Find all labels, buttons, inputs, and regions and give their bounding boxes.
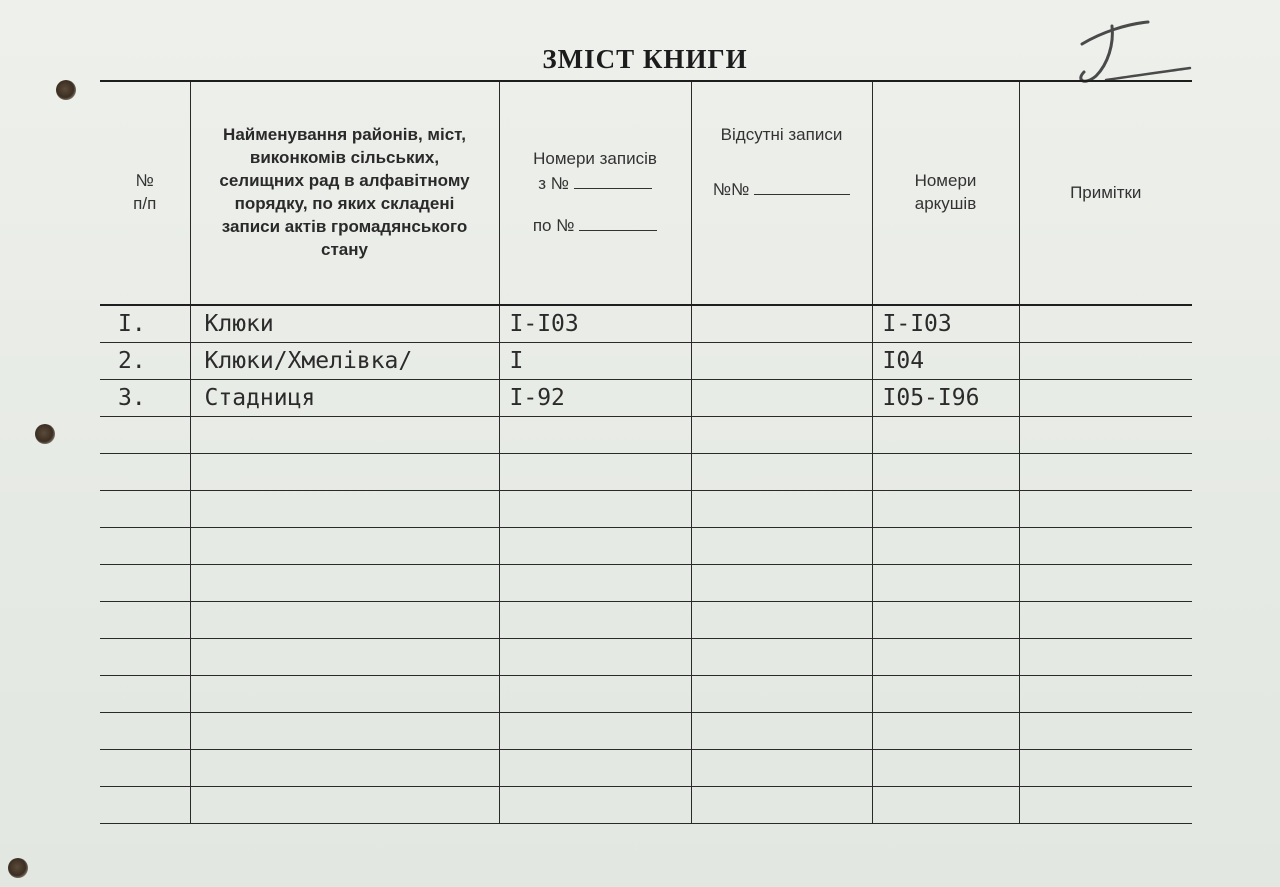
cell-num [100,528,190,565]
cell-missing [691,343,872,380]
cell-records [499,713,691,750]
cell-notes [1019,491,1192,528]
cell-notes [1019,417,1192,454]
cell-num [100,602,190,639]
cell-missing [691,787,872,824]
cell-notes [1019,602,1192,639]
cell-name: Клюки [190,305,499,343]
cell-notes [1019,454,1192,491]
header-names: Найменування районів, міст, виконкомів сільських, селищних рад в алфавітному порядку, по яких складені записи актів громадянського стану [190,81,499,305]
cell-name [190,417,499,454]
cell-records: I [499,343,691,380]
binding-hole [56,80,76,100]
cell-name [190,639,499,676]
table-row [100,639,1192,676]
cell-records [499,750,691,787]
cell-missing [691,380,872,417]
cell-sheets [872,639,1019,676]
header-row [100,81,1192,305]
cell-sheets [872,602,1019,639]
cell-name [190,565,499,602]
cell-sheets [872,750,1019,787]
contents-table [100,80,1192,824]
table-row [100,305,1192,343]
cell-num [100,639,190,676]
cell-missing [691,676,872,713]
cell-notes [1019,713,1192,750]
cell-records [499,787,691,824]
cell-sheets [872,491,1019,528]
cell-name [190,491,499,528]
cell-sheets: I05-I96 [872,380,1019,417]
cell-num [100,565,190,602]
cell-missing [691,639,872,676]
cell-missing [691,305,872,343]
cell-num [100,454,190,491]
cell-num [100,491,190,528]
table-row [100,380,1192,417]
cell-notes [1019,380,1192,417]
cell-num [100,787,190,824]
cell-notes [1019,528,1192,565]
cell-missing [691,491,872,528]
binding-hole [35,424,55,444]
cell-records [499,602,691,639]
cell-sheets [872,528,1019,565]
table-row [100,417,1192,454]
cell-records: I-92 [499,380,691,417]
table-row [100,343,1192,380]
cell-name [190,528,499,565]
cell-num [100,750,190,787]
binding-hole [8,858,28,878]
table-row [100,750,1192,787]
cell-missing [691,750,872,787]
cell-num [100,676,190,713]
table-row [100,602,1192,639]
cell-records [499,528,691,565]
cell-notes [1019,787,1192,824]
cell-sheets: I04 [872,343,1019,380]
cell-missing [691,417,872,454]
cell-sheets: I-I03 [872,305,1019,343]
cell-records [499,491,691,528]
cell-name [190,454,499,491]
cell-num [100,713,190,750]
cell-notes [1019,305,1192,343]
cell-name [190,713,499,750]
cell-num: 2. [100,343,190,380]
header-missing: Відсутні записи №№ [691,81,872,305]
table-row [100,713,1192,750]
cell-records [499,565,691,602]
cell-missing [691,528,872,565]
cell-missing [691,454,872,491]
header-num: № п/п [100,81,190,305]
cell-name: Стадниця [190,380,499,417]
cell-records [499,454,691,491]
cell-sheets [872,787,1019,824]
table-row [100,454,1192,491]
cell-notes [1019,676,1192,713]
cell-sheets [872,454,1019,491]
cell-records: I-I03 [499,305,691,343]
cell-missing [691,713,872,750]
cell-num: I. [100,305,190,343]
table-row [100,565,1192,602]
cell-records [499,639,691,676]
cell-sheets [872,676,1019,713]
cell-records [499,417,691,454]
cell-name: Клюки/Хмелівка/ [190,343,499,380]
table-row [100,528,1192,565]
header-sheets: Номери аркушів [872,81,1019,305]
table-row [100,787,1192,824]
cell-name [190,676,499,713]
header-notes: Примітки [1019,81,1192,305]
cell-name [190,602,499,639]
cell-records [499,676,691,713]
cell-sheets [872,417,1019,454]
table-row [100,676,1192,713]
cell-num: 3. [100,380,190,417]
cell-name [190,750,499,787]
cell-notes [1019,750,1192,787]
header-records: Номери записів з № по № [499,81,691,305]
cell-name [190,787,499,824]
cell-num [100,417,190,454]
cell-notes [1019,639,1192,676]
cell-sheets [872,713,1019,750]
cell-missing [691,565,872,602]
cell-notes [1019,565,1192,602]
cell-sheets [872,565,1019,602]
table-row [100,491,1192,528]
cell-missing [691,602,872,639]
page-title: ЗМІСТ КНИГИ [542,44,748,74]
cell-notes [1019,343,1192,380]
